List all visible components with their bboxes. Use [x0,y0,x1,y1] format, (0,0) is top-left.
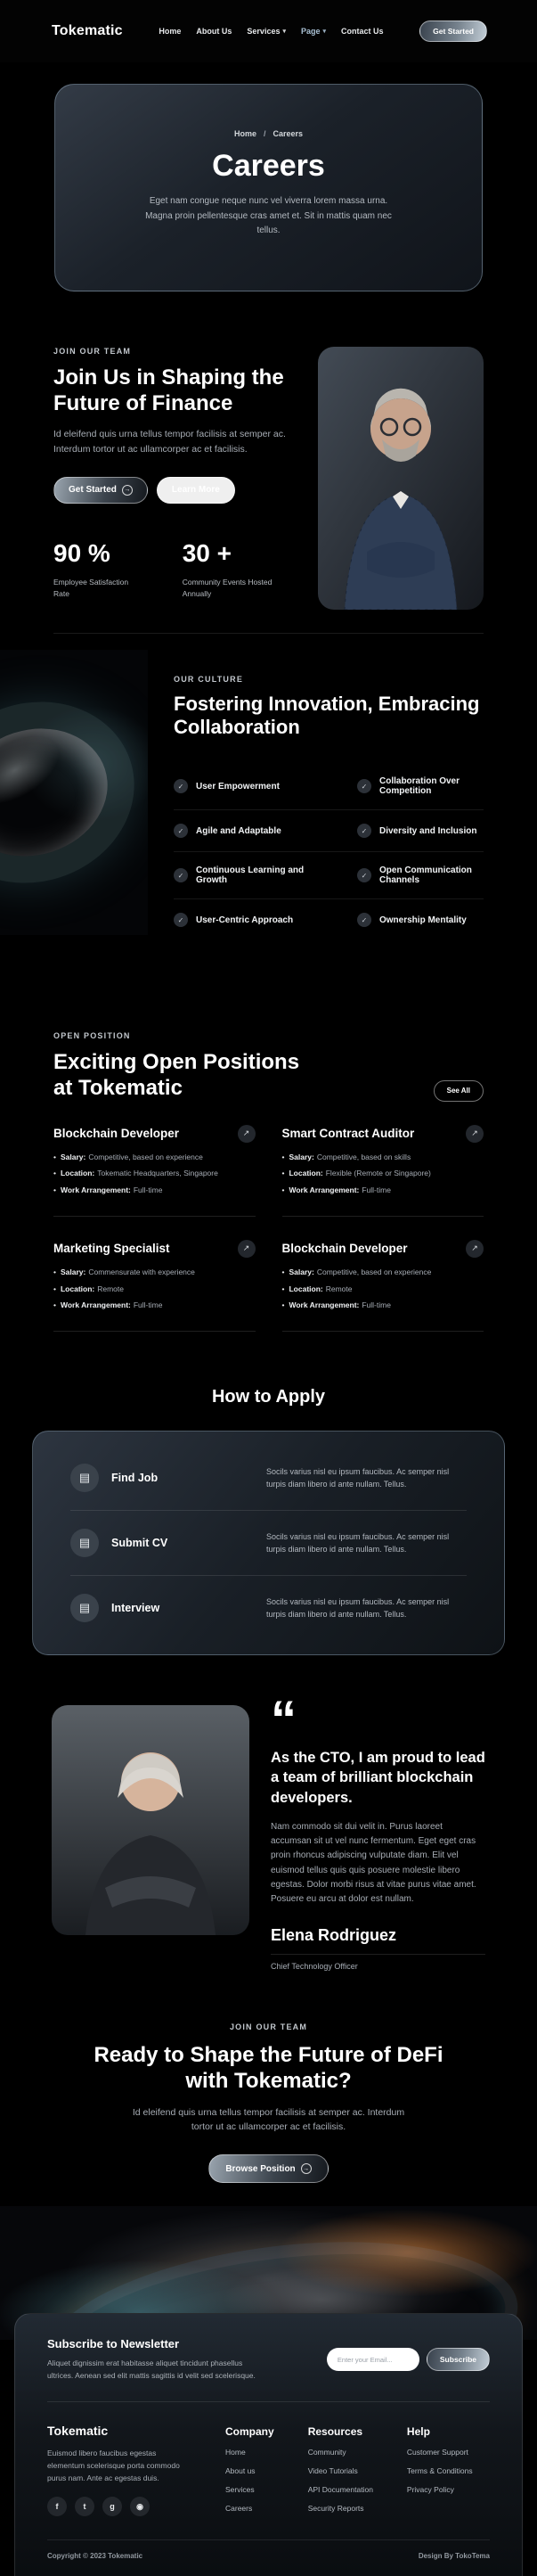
culture-features [174,763,484,940]
check-icon: ✓ [174,779,188,793]
job-title: Marketing Specialist [53,1242,170,1256]
footer-link[interactable]: Security Reports [307,2504,364,2514]
testimonial-name: Elena Rodriguez [271,1926,485,1955]
nav-contact-us[interactable]: Contact Us [341,27,384,36]
facebook-icon[interactable]: f [47,2497,67,2516]
footer-link[interactable]: Careers [225,2504,253,2514]
apply-step-find-job: ▤ Find Job Socils varius nisl eu ipsum faucibus. Ac semper nisl turpis diam libero id ante nullam. Tellus. [70,1446,467,1510]
arrow-right-icon: → [122,485,133,496]
breadcrumb-current: Careers [273,129,304,138]
learn-more-button[interactable]: Learn More [157,477,235,504]
feature-item: ✓ User Empowerment [174,776,327,796]
footer-link[interactable]: API Documentation [307,2485,373,2495]
stats [53,539,298,601]
hero-card [54,84,483,291]
feature-item: ✓ User-Centric Approach [174,913,327,927]
footer-link[interactable]: Services [225,2485,255,2495]
check-icon: ✓ [174,868,188,882]
get-started-button[interactable]: Get Started [419,21,487,42]
subscribe-button[interactable]: Subscribe [427,2348,490,2371]
nav-page[interactable]: Page ▾ [300,27,327,36]
testimonial-role: Chief Technology Officer [271,1962,358,1972]
check-icon: ✓ [357,913,371,927]
main-nav [159,27,383,36]
newsletter [47,2337,490,2402]
footer-link[interactable]: Video Tutorials [307,2466,358,2476]
newsletter-title: Subscribe to Newsletter [47,2337,180,2351]
footer-main [47,2402,490,2539]
culture-section [0,634,537,991]
see-all-button[interactable]: See All [434,1080,484,1102]
logo[interactable]: Tokematic [52,23,123,38]
hero-section [0,62,537,291]
nav-home[interactable]: Home [159,27,182,36]
apply-card [32,1431,505,1655]
footer-col-company: Company Home About us Services Careers [225,2425,274,2514]
briefcase-icon: ▤ [70,1529,99,1557]
stat-community-events: 30 + Community Events Hosted Annually [182,538,273,599]
cta-body: Id eleifend quis urna tellus tempor facilisis at semper ac. Interdum tortor ut ac ullamcorper ac et facilisis. [132,2106,405,2133]
footer-link[interactable]: Community [307,2448,346,2457]
positions-eyebrow: OPEN POSITION [53,1031,131,1041]
breadcrumb-separator: / [263,129,266,138]
culture-title: Fostering Innovation, Embracing Collaboration [174,692,480,739]
cta-section [0,1971,537,2340]
jobs-grid [53,1125,484,1333]
browse-position-button[interactable]: Browse Position → [208,2154,328,2183]
copyright: Copyright © 2023 Tokematic [47,2552,143,2561]
job-card: Marketing Specialist ↗ • Salary: Commensurate with experience • Location: Remote • Work Arrangement: Full-time [53,1240,256,1332]
feature-item: ✓ Agile and Adaptable [174,824,327,838]
open-job-icon[interactable]: ↗ [238,1240,256,1258]
briefcase-icon: ▤ [70,1594,99,1622]
check-icon: ✓ [357,824,371,838]
join-eyebrow: JOIN OUR TEAM [53,346,132,356]
job-title: Smart Contract Auditor [281,1127,415,1141]
team-member-photo [318,347,484,610]
footer-col-resources: Resources Community Video Tutorials API Documentation Security Reports [307,2425,373,2514]
join-body: Id eleifend quis urna tellus tempor facilisis at semper ac. Interdum tortor ut ac ullamcorper ac et facilisis. [53,429,286,455]
chevron-down-icon: ▾ [322,29,327,35]
newsletter-body: Aliquet dignissim erat habitasse aliquet tincidunt phasellus ultrices. Aenean sed elit mattis sagittis id velit sed scelerisque. [47,2359,256,2380]
footer-blurb: Euismod libero faucibus egestas elementum scelerisque porta commodo purus nam. Ante ac egestas duis. [47,2449,180,2483]
footer-link[interactable]: Privacy Policy [406,2485,454,2495]
footer-col-help: Help Customer Support Terms & Conditions Privacy Policy [406,2425,473,2495]
join-title: Join Us in Shaping the Future of Finance [53,365,284,415]
github-icon[interactable]: g [102,2497,122,2516]
page-title: Careers [212,149,325,183]
footer-link[interactable]: Customer Support [406,2448,468,2457]
join-section [0,291,537,610]
email-input[interactable] [327,2348,419,2371]
join-get-started-button[interactable]: Get Started → [53,477,148,504]
feature-item: ✓ Collaboration Over Competition [357,776,484,796]
social-links [47,2497,225,2516]
feature-item: ✓ Continuous Learning and Growth [174,866,327,885]
check-icon: ✓ [357,868,371,882]
twitter-icon[interactable]: t [75,2497,94,2516]
nav-about-us[interactable]: About Us [196,27,232,36]
glass-torus-image [0,650,148,935]
footer-link[interactable]: About us [225,2466,256,2476]
footer-bottom [47,2539,490,2576]
arrow-right-icon: → [301,2163,312,2174]
job-card: Blockchain Developer ↗ • Salary: Competitive, based on experience • Location: Tokematic Headquarters, Singapore • Work Arrangement: Full-time [53,1125,256,1217]
open-job-icon[interactable]: ↗ [238,1125,256,1143]
job-card: Smart Contract Auditor ↗ • Salary: Competitive, based on skills • Location: Flexible (Remote or Singapore) • Work Arrangement: Full-time [282,1125,484,1217]
open-job-icon[interactable]: ↗ [466,1240,484,1258]
quote-body: Nam commodo sit dui velit in. Purus laoreet accumsan sit ut vel nunc fermentum. Eget eget cras proin rhoncus adipiscing vulputate diam. Elit vel euismod tellus quis quis posuere molestie libero egestas. Dolor morbi risus at vitae purus vitae amet. Posuere eu arcu at dolor est nullam. [271,1821,476,1904]
apply-step-submit-cv: ▤ Submit CV Socils varius nisl eu ipsum faucibus. Ac semper nisl turpis diam libero id ante nullam. Tellus. [70,1510,467,1575]
apply-step-interview: ▤ Interview Socils varius nisl eu ipsum faucibus. Ac semper nisl turpis diam libero id ante nullam. Tellus. [70,1575,467,1640]
quote-icon: “ [271,1691,293,1750]
job-title: Blockchain Developer [53,1127,180,1141]
header [0,0,537,62]
apply-title: How to Apply [211,1387,326,1407]
check-icon: ✓ [357,779,371,793]
briefcase-icon: ▤ [70,1464,99,1492]
cto-photo [52,1705,249,1935]
positions-section [0,990,537,1341]
breadcrumb-home[interactable]: Home [233,129,256,138]
open-job-icon[interactable]: ↗ [466,1125,484,1143]
breadcrumb [91,129,446,138]
feature-item: ✓ Open Communication Channels [357,866,484,885]
page-subtitle: Eget nam congue neque nunc vel viverra lorem massa urna. Magna proin pellentesque cras amet et. Sit in mattis quam nec tellus. [145,196,392,235]
check-icon: ✓ [174,913,188,927]
feature-item: ✓ Ownership Mentality [357,913,467,927]
chevron-down-icon: ▾ [282,29,286,35]
check-icon: ✓ [174,824,188,838]
instagram-icon[interactable]: ◉ [130,2497,150,2516]
footer-card [14,2313,523,2576]
design-credit: Design By TokoTema [418,2552,490,2561]
apply-section [0,1341,537,1655]
stat-employee-satisfaction: 90 % Employee Satisfaction Rate [53,538,129,599]
testimonial-section [0,1655,537,1971]
job-title: Blockchain Developer [281,1242,408,1256]
footer-link[interactable]: Terms & Conditions [406,2466,473,2476]
job-card: Blockchain Developer ↗ • Salary: Competitive, based on experience • Location: Remote • Work Arrangement: Full-time [282,1240,484,1332]
culture-eyebrow: OUR CULTURE [174,674,244,684]
feature-item: ✓ Diversity and Inclusion [357,824,476,838]
quote-title: As the CTO, I am proud to lead a team of brilliant blockchain developers. [271,1750,485,1806]
positions-title: Exciting Open Positions at Tokematic [53,1050,300,1101]
cta-eyebrow: JOIN OUR TEAM [229,2022,308,2032]
footer-link[interactable]: Home [225,2448,246,2457]
nav-services[interactable]: Services ▾ [247,27,286,36]
footer-logo[interactable]: Tokematic [47,2424,109,2439]
cta-title: Ready to Shape the Future of DeFi with Tokematic? [94,2043,443,2094]
